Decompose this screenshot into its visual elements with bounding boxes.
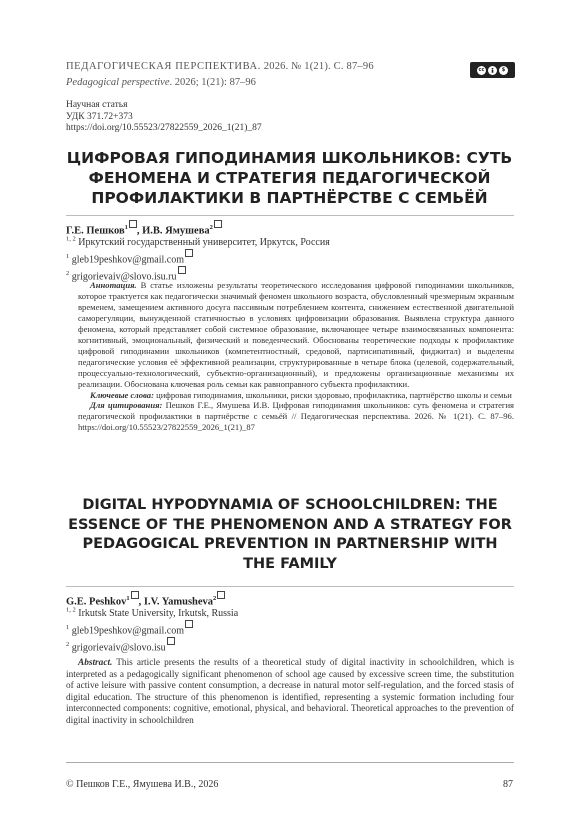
abstract-label-en: Abstract. bbox=[78, 658, 113, 668]
abstract-text-ru: В статье изложены результаты теоретического исследования цифровой гиподинамии школьников, которое трактуется как педагогически значимый феномен школьного возраста, обусловленный чрезмерным экранным временем, замещением активного досуга пассивным потреблением контента, снижением естественной двигательной саморегуляции, вынужденной статичностью в условиях цифровизации образования. Выявлена структура данного феномена, который представляет собой системное образование, включающее четыре взаимосвязанных компонента: когнитивный, эмоциональный, физический и поведенческий. Обоснованы теоретические подходы к профилактике цифровой гиподинамии школьников (компетентностный, средовой, партисипативный, фиджитал) и выделены педагогические условия её эффективной реализации, структурированные в четыре блока (целевой, содержательный, процессуально-технологический, субъектно-организационный), и предложены организационные механизмы их реализации. Обоснована ключевая роль семьи как равноправного субъекта профилактики. bbox=[78, 280, 514, 389]
email-icon bbox=[185, 249, 193, 257]
affiliation-en: Irkutsk State University, Irkutsk, Russia bbox=[78, 608, 239, 619]
title-ru: ЦИФРОВАЯ ГИПОДИНАМИЯ ШКОЛЬНИКОВ: СУТЬ ФЕНОМЕНА И СТРАТЕГИЯ ПЕДАГОГИЧЕСКОЙ ПРОФИЛАКТИКИ В ПАРТНЁРСТВЕ С СЕМЬЁЙ bbox=[66, 149, 513, 207]
author-1-en-sup: 1 bbox=[126, 595, 130, 602]
email-icon[interactable] bbox=[217, 591, 225, 599]
cite-text: Пешков Г.Е., Ямушева И.В. Цифровая гиподинамия школьников: суть феномена и стратегия педагогической профилактики в партнёрстве с семьёй // Педагогическая перспектива. 2026. № 1(21). С. 87–96. https://doi.org/10.55523/27822559_2026_1(21)_87 bbox=[78, 400, 514, 433]
divider bbox=[66, 215, 514, 216]
email-2-en-sup: 2 bbox=[66, 641, 70, 649]
cite-label: Для цитирования: bbox=[90, 400, 163, 411]
journal-header-en bbox=[66, 77, 256, 88]
journal-header-ru bbox=[66, 61, 374, 72]
footer-divider bbox=[66, 762, 514, 763]
affiliation: Иркутский государственный университет, Иркутск, Россия bbox=[78, 237, 330, 248]
author-1: Г.Е. Пешков bbox=[66, 225, 125, 237]
author-2-en: I.V. Yamusheva bbox=[143, 596, 214, 608]
nc-icon: $ bbox=[499, 66, 508, 75]
affiliations-ru bbox=[66, 236, 330, 285]
email-1-sup: 1 bbox=[66, 253, 70, 260]
doi-link[interactable]: https://doi.org/10.55523/27822559_2026_1(21)_87 bbox=[66, 123, 262, 133]
author-2: И.В. Ямушева bbox=[142, 225, 210, 237]
email-1-en[interactable]: gleb19peshkov@gmail.com bbox=[71, 625, 184, 637]
email-icon bbox=[167, 637, 175, 645]
aff-sup: 1, 2 bbox=[66, 235, 76, 243]
title-en: DIGITAL HYPODYNAMIA OF SCHOOLCHILDREN: THE ESSENCE OF THE PHENOMENON AND A STRATEGY FOR PEDAGOGICAL PREVENTION IN PARTNERSHIP WITH THE FAMILY bbox=[68, 497, 512, 572]
keywords-label: Ключевые слова: bbox=[90, 389, 154, 400]
cc-icon: cc bbox=[478, 67, 485, 73]
journal-citation-ru: 2026. № 1(21). С. 87–96 bbox=[260, 61, 374, 72]
page-number: 87 bbox=[503, 779, 513, 790]
authors-en: G.E. Peshkov$^1$ , I.V. Yamusheva$^2$ bbox=[66, 592, 225, 608]
author-1-sup: 1 bbox=[124, 224, 128, 231]
email-icon[interactable] bbox=[131, 591, 139, 599]
by-icon bbox=[488, 66, 497, 75]
email-icon[interactable] bbox=[214, 220, 222, 228]
divider bbox=[66, 586, 514, 587]
footer-copyright: © Пешков Г.Е., Ямушева И.В., 2026 bbox=[66, 779, 219, 790]
udk-code: УДК 371.72+373 bbox=[66, 111, 133, 122]
journal-citation-en: . 2026; 1(21): 87–96 bbox=[169, 77, 256, 88]
author-2-en-sup: 2 bbox=[213, 595, 217, 602]
article-meta bbox=[66, 100, 262, 135]
abstract-text-en: This article presents the results of a theoretical study of digital inactivity in schoolchildren, which is interpreted as a pedagogically significant phenomenon of school age caused by excessive screen time, the substitution of active leisure with passive content consumption, a decrease in natural motor self-regulation, and the forced stasis of digital education. The structure of this phenomenon is identified, representing a systemic formation including four interconnected components: cognitive, emotional, physical, and behavioral. Theoretical approaches to the prevention of digital inactivity in schoolchildren bbox=[66, 658, 514, 726]
aff-en-sup: 1, 2 bbox=[66, 606, 76, 614]
journal-name-ru: ПЕДАГОГИЧЕСКАЯ ПЕРСПЕКТИВА. bbox=[66, 61, 261, 72]
journal-name-en: Pedagogical perspective bbox=[66, 77, 170, 88]
cc-license-badge[interactable] bbox=[470, 62, 515, 78]
email-1-en-sup: 1 bbox=[66, 624, 70, 631]
article-type: Научная статья bbox=[66, 100, 128, 110]
abstract-ru bbox=[78, 280, 514, 433]
abstract-en bbox=[66, 658, 514, 727]
email-icon bbox=[185, 620, 193, 628]
email-2[interactable]: grigorievaiv@slovo.isu.ru bbox=[71, 271, 177, 283]
email-icon[interactable] bbox=[129, 220, 137, 228]
email-1[interactable]: gleb19peshkov@gmail.com bbox=[71, 254, 184, 266]
authors-ru: Г.Е. Пешков$^1$ , И.В. Ямушева$^2$ bbox=[66, 221, 222, 237]
keywords-text: цифровая гиподинамия, школьники, риски здоровью, профилактика, партнёрство школы и семьи bbox=[153, 389, 512, 400]
author-1-en: G.E. Peshkov bbox=[66, 596, 127, 608]
email-2-en[interactable]: grigorievaiv@slovo.isu bbox=[71, 642, 166, 654]
affiliations-en bbox=[66, 607, 238, 656]
abstract-label-ru: Аннотация. bbox=[90, 280, 137, 290]
email-icon bbox=[178, 266, 186, 274]
author-2-sup: 2 bbox=[209, 224, 213, 231]
email-2-sup: 2 bbox=[66, 270, 70, 278]
